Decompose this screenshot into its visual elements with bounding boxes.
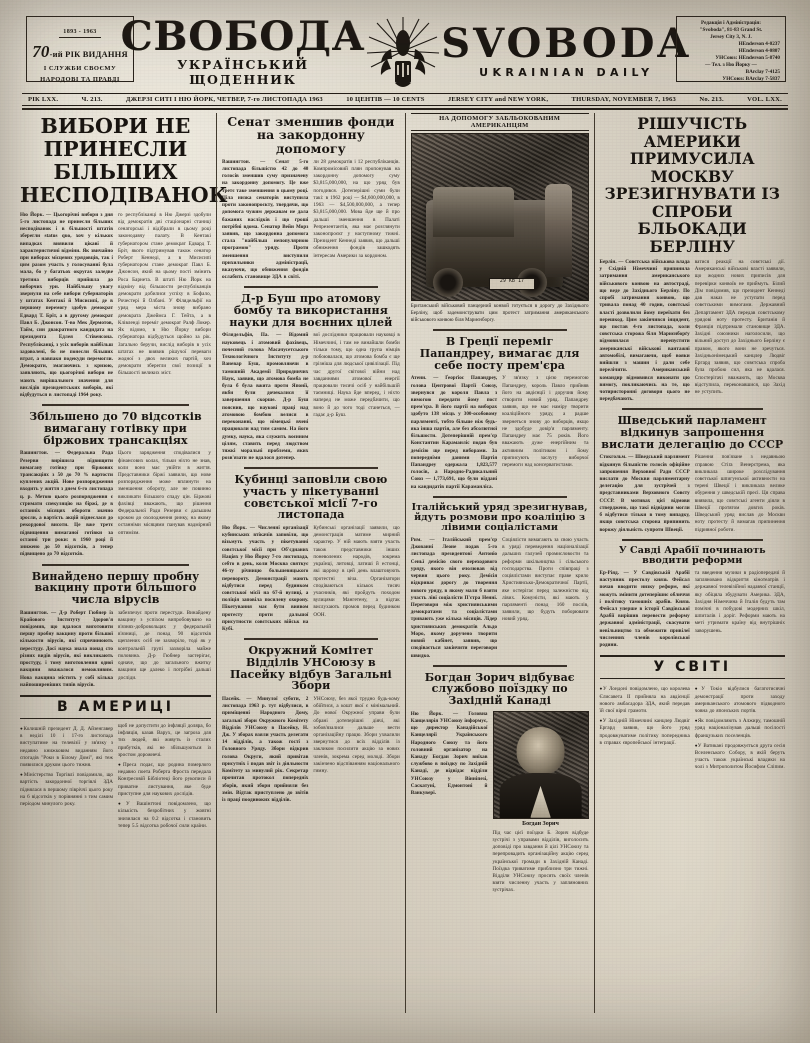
news-brief-item: ● Колишній президент Д. Д. Айзенгавер в неділі 10 і 17-го листопада виступатиме на телевізії у зв'язку з недавно книжковим виданням його спогадів "Роки в Білому Домі", які теж появилися друком цього тижня. bbox=[20, 726, 113, 769]
in-world-col-b bbox=[695, 683, 785, 771]
article-sweden-body bbox=[600, 454, 785, 533]
article-bush-body bbox=[222, 332, 400, 462]
dateline-price: 10 ЦЕНТІВ — 10 CENTS bbox=[346, 96, 425, 103]
newspaper-title-cyrillic: СВОБОДА bbox=[120, 12, 366, 60]
contact-line-2: "Svoboda", 81-83 Grand St. bbox=[699, 27, 763, 34]
photo-truck-wheel bbox=[433, 268, 463, 296]
divider-4 bbox=[244, 467, 378, 469]
divider-8 bbox=[433, 665, 567, 667]
article-berlin-text-b: ватися реакції на совєтські дії. Американські військові власті заявили, що жодних нових приписів для перевірки конвоїв не приймуть. Білий Дім повідомив, що президент Кеннеді дав наказ не уступати перед совєтськими вимогами. Державний Департамент ЗДА передав совєтському урядові ноту протесту. Британія й Франція підтримали становище ЗДА. Західні союзники наголосили, що вільний доступ до Західнього Берліну є правом, якого вони не зречуться. Західньонімецький канцлер Людвіґ Ергард заявив, що совєтська спроба була пробою сил, яка не вдалася. Спостерігачі вважають, що Москва відступила, переконавшися, що Захід не уступить. bbox=[694, 259, 785, 395]
section-in-world-body bbox=[600, 683, 785, 771]
dateline-volume-en: VOL. LXX. bbox=[747, 96, 782, 103]
anniversary-line3: НАРОДОВІ ТА ПРАВДІ bbox=[40, 75, 120, 83]
headline-swedish-parliament[interactable]: Шведський парламент відкинув запрошення вислати делегацію до СССР bbox=[601, 414, 784, 451]
anniversary-line1 bbox=[32, 42, 128, 62]
masthead-latin bbox=[441, 20, 692, 79]
article-saudi-text-b: та введення музики в радіопередачі й запляновано відкриття кінотеатрів і державної телевізійної надавчої станції, яку обіцяла збудувати Америка. ЗДА, Західня Німеччина й Італія будуть там помічні в побудові модерних шкіл, шпиталів і доріг. Реформи мають на меті утримати країну від внутрішніх заворушень. bbox=[694, 569, 785, 634]
article-greece-text-b: У зв'язку з цією перемогою Папандреу, король Павло прийняв його на авдієнції і доручив йому створити новий уряд. Папандреу заявив, що не має наміру творити коаліційного уряду, а радше звернеться знову до виборців, якщо не здобуде довір'я парляменту. Папандреу має 75 років. Його вважають дуже енергійним та активним політиком і йому приписують заслугу виборчої перемоги над консерватистами. bbox=[502, 375, 589, 468]
article-unsoyuz-text-b: УНСоюзу, без якої трудно будь-кому обійтися, а кошт якої є мінімальний. До нової Окружної управи були обрані дотеперішні діячі, які зобов'язалися дальше вести організаційну працю. Збори ухвалили звернутися до всіх відділів із закликом посилити акцію за нових членів, зокрема серед молоді. Збори закінчено відспіванням національного гимну. bbox=[313, 695, 400, 775]
dateline-place-ua: ДЖЕРЗІ СИТІ І НЮ ЙОРК, ЧЕТВЕР, 7-го ЛИСТОПАДА 1963 bbox=[125, 96, 323, 103]
article-saudi-body bbox=[600, 570, 785, 649]
news-brief-item: ● У Токіо відбулися багатотисячні демонстрації проти заходу американського атомового підводного човна до японських портів. bbox=[695, 686, 785, 715]
dateline-issue-ua: Ч. 213. bbox=[81, 96, 103, 103]
contact-phone-5: УНСоюз: BArclay 7-5837 bbox=[722, 76, 780, 83]
article-cubans-text-a: Ню Йорк. — Численні організації кубинських втікачів заповіли, що візьмуть участь у пікетуванні совєтської місії при Об'єднаних Націях у Ню Йорку 7-го листопада, себто в день, коли Москва святкує 46-ту річницю большевицького перевороту. Демонстрації мають відбутися перед будинком совєтської місії на 67-й вулиці, а поліція заповіла посилену охорону. Пікетування має бути виявом протесту проти дальшої присутности совєтських військ на Кубі. bbox=[222, 525, 309, 633]
zorych-photo-col bbox=[493, 711, 589, 895]
article-elections-text-a: Ню Йорк. — Цьогорічні вибори з дня 5-го листопада не принесли більших несподіванок і в більшості штатів зберегли status quo, хоч у кількох випадках виявили цікаві й характеристичні відміни. Як звичайно при виборах місцевих урядовців, так і цим разом участь у голосуванні була мала, бо у багатьох округах заледве третина виборців прийшла до виборчих урн. Найбільшу увагу звернули на себе вибори ґубернаторів у штатах Кентакі й Мисисипі, де в першому перемогу здобув демократ Едвард Т. Бріт, а в другому демократ Павл Б. Джонсон. Т-во Мек Дермотов, Тайм, син двакратного кандидата на президента Едлея Стівенсона. Республіканці, з усіх виборів найбільш задоволені, бо не понесли більших втрат, а навпаки подекуди перемогли. Демократи, змагаючись з кризою, заявляють, що цьогорічні вибори не мають вирішального значення для вислідів президентських виборів, які відбудуться в листопаді 1964 року. bbox=[20, 211, 113, 399]
in-america-col-a bbox=[20, 723, 113, 830]
contact-phone-1: HEnderson 4-0237 bbox=[738, 41, 780, 48]
article-senate-body bbox=[222, 159, 400, 282]
article-elections-body bbox=[20, 212, 211, 400]
article-margin-text-a: Вашингтон. — Федеральна Рада Резерви вирішила підвищити вимагану готівку при біржових трансакціях з 50 до 70 % вартости куплених акцій. Нове розпорядження входить у життя з днем 6-го листопада ц. р. Метою цього розпорядження є стримати спекуляцію на біржі, де в останніх місяцях обороти значно зросли, а вартість акцій піднеслася до рекордової висоти. Це вже третє підвищення вимаганої готівки за останні три роки: в 1960 році її знижено до 50 відсотків, а тепер підвищено до 70 відсотків. bbox=[20, 450, 113, 558]
photo-truck-cab bbox=[433, 187, 514, 237]
article-italy-text-b: Соціялісти вимагають за свою участь в уряді переведення націоналізації дальших галузей промисловости та реформи шкільництва і сільського господарства. Проти співпраці з соціялістами виступає праве крило Християнсько-Демократичної Партії, яке остерігає перед залежністю від лівих. Комуністи, які мають у парляменті понад 160 послів, заявили, що будуть поборювати новий уряд. bbox=[502, 537, 589, 623]
contact-phone-3: УНСоюз: HEnderson 5-8740 bbox=[715, 55, 780, 62]
newspaper-title-latin: SVOBODA bbox=[441, 20, 692, 67]
news-brief-item: ● Преса подає, що родина померлого недавно поета Роберта Фроста передала Конґресовій Бібліотеці його рукописи й приватне листування, яке буде приступне для наукових дослідів. bbox=[118, 762, 211, 798]
newspaper-subtitle-latin: UKRAINIAN DAILY bbox=[479, 66, 654, 79]
section-in-america-body bbox=[20, 723, 211, 830]
contact-box bbox=[676, 16, 786, 82]
photo-license-plate: 29 KB 17 bbox=[489, 278, 535, 290]
headline-italy-government[interactable]: Італійський уряд зрезигнував, йдуть розмови про коаліцію з лівими соціалістами bbox=[411, 501, 588, 533]
headline-margin-requirement[interactable]: Збільшено до 70 відсотків вимагану готівку при біржових трансакціях bbox=[29, 410, 202, 447]
photo-portrait-zorych bbox=[493, 711, 589, 819]
zorych-text-col bbox=[411, 711, 488, 895]
masthead-cyrillic bbox=[120, 12, 366, 87]
article-cubans-text-b: Кубинські організації заявили, що демонстрація матиме мирний характер. У ній мають взяти участь також представники інших поневолених народів, зокрема українці, литовці, латиші й естонці, які щороку в цей день влаштовують протестні віча. Організатори сподіваються кількох тисяч учасників, які пройдуть походом вулицями Мангетену, а відтак вислухають промов перед будинком ООН. bbox=[313, 525, 400, 618]
dateline-place-en: JERSEY CITY and NEW YORK, bbox=[447, 96, 549, 103]
in-world-col-a bbox=[600, 683, 690, 771]
contact-phone-4: BArclay 7-4125 bbox=[745, 69, 780, 76]
article-greece-text-a: Атени. — Ґеорґіос Папандреу, голова Центрової Партії Союзу, звернувся до короля Павла з вимогою передати йому пост прем'єра. В його партії на виборах здобуто 138 місць у 300-особовому парляменті, тобто більше ніж будь-яка інша партія, але без абсолютної більшости. Дотеперішній прем'єр Константин Караманліс подав був демісію ще перед виборами. За попередніми даними Партія Папандреу одержала 1,823,577 голосів, а Народно-Радикальний Союз — 1,773,691, що були віддані на кандидатів партії Караманліса. bbox=[410, 375, 498, 490]
article-sweden-text-a: Стокгольм. — Шведський парлямент відкинув більшістю голосів офіційне запрошення Верховної Ради СССР вислати до Москви парляментарну делегацію для зустрічей з представниками Верховного Совєту СССР. В мотивах цієї відмови стверджено, що такі відвідини могли б відбутися тільки в тому випадку, якщо совєтська сторона припинить ворожу діяльність супроти Швеції. bbox=[599, 454, 690, 533]
article-berlin-body bbox=[600, 259, 785, 403]
anniversary-suffix: -ий bbox=[49, 49, 63, 60]
article-sweden-text-b: Рішення пов'язане з недавньою справою Стіґа Венерстрема, яка викликала широке розслідування совєтської шпигунської активности на терені Швеції і викликала велике обурення у шведській пресі. Ця справа виявила, що совєтські агенти діяли в Швеції протягом довгих років. Шведський уряд вислав до Москви ноту протесту й вимагав припинення підривної роботи. bbox=[694, 454, 785, 533]
in-america-col-b bbox=[118, 723, 211, 830]
anniversary-number: 70 bbox=[32, 42, 50, 62]
headline-saudi-reforms[interactable]: У Савді Арабії починають вводити реформи bbox=[618, 544, 766, 566]
section-header-in-world: У СВІТІ bbox=[600, 655, 785, 679]
article-grid bbox=[10, 113, 800, 1013]
article-senate-text-b: ли 28 демократів і 12 республіканців. Компромісовий плян пропонував на закордонну допомогу суму $3,815,000,000, на що уряд був погодився. Дотеперішні суми були такі: в 1962 році — $4,600,000,000, в 1963 — $4,500,000,000, а тепер $3,815,000,000. Мова йде ще й про дальші зменшення в Палаті Репрезентантів, яка має розглянути законопроєкт у наступному тижні. Президент Кеннеді заявив, що дальші обниження фондів зашкодять інтересам Америки за кордоном. bbox=[313, 158, 400, 259]
column-4 bbox=[594, 113, 790, 1013]
contact-line-3: Jersey City 3, N. J. bbox=[710, 34, 752, 41]
column-1 bbox=[20, 113, 228, 1013]
news-brief-item: ● У Західній Німеччині канцлер Людвіґ Ергард заявив, що його уряд продовжуватиме політику попередника в справах європейської інтеґрації. bbox=[600, 718, 690, 747]
article-greece-body bbox=[411, 375, 589, 491]
masthead-bottom-rule bbox=[22, 108, 788, 110]
article-italy-text-a: Рим. — Італійський прем'єр Джованні Леоне подав 5-го листопада президентові Антоніо Сеньї демісію свого переходового уряду, якого він очолював від червня цього року. Демісія відкриває дорогу до творення нового уряду, в якому мали б взяти участь ліві соціалісти П'єтра Ненні. Переговори між християнськими демократами та соціалістами тривають уже кілька місяців. Лідер християнських демократів Альдо Моро, якому доручено творити новий кабінет, заявив, що сподівається закінчити переговори швидко. bbox=[410, 537, 498, 659]
divider-7 bbox=[433, 496, 567, 498]
news-brief-item: ● У Вашінґтоні повідомлено, що кількість безробітних у жовтні знизилася на 0.2 відсотка і становить тепер 5.5 відсотка робочої сили країни. bbox=[118, 801, 211, 830]
headline-zorych-canada-trip[interactable]: Богдан Зорич відбуває службово поїздку по Західній Канаді bbox=[424, 670, 575, 708]
article-bush-text-a: Філядельфія, Па. — Відомий науковець і атомовий фахівець, почесний голова Масачусетського Технологічного Інституту д-р Ваневар Буш, промовляючи в тамошній Академії Природничих Наук, заявив, що атомова бомба не була б була вжита проти Японії, якби були дочекалися її завершення скорше. Д-р Буш пояснив, що наукові праці над атомовою бомбою велися в переконанні, що німецькі вчені працювали над тим самим. На його думку, наука, яка служить воєнним цілям, ставить перед людством тяжкі моральні проблеми, яких розв'язати не вдалося дотепер. bbox=[222, 332, 309, 462]
photo-soldier-figure bbox=[545, 184, 571, 277]
news-brief-item: ● Як повідомляють з Алжиру, тамошній уряд націоналізував дальші посілості французьких поселенців. bbox=[695, 718, 785, 740]
anniversary-line1-rest: РІК ВИДАННЯ bbox=[65, 49, 128, 60]
news-brief-item: ● У Лондоні повідомлено, що королева Єлисавета II прийняла на авдієнції нового амбасадора ЗДА, який передав їй свої вірчі грамоти. bbox=[600, 686, 690, 715]
news-brief-item: ● Міністерство Торгівлі повідомило, що вартість закордонної торгівлі ЗДА піднялася в першому півріччі цього року на 6 відсотків у порівнянні з тим самим періодом минулого року. bbox=[20, 772, 113, 808]
newspaper-subtitle-cyrillic: УКРАЇНСЬКИЙ ЩОДЕННИК bbox=[177, 56, 309, 87]
article-vaccine-text-a: Вашингтон. — Д-р Роберт Гюбнер із Крайового Інституту Здоров'я повідомив, що вдалося виготовити першу пробну вакцину проти більшої кількости вірусів, які спричинюють перестуду. Досі наука знала понад сто різних видів вірусів, які викликають простуду, і тому виготовлення одної вакцини вважалося неможливим. Нова вакцина містить у собі кілька найпоширеніших типів вірусів. bbox=[20, 609, 113, 688]
headline-dr-bush-atomic[interactable]: Д-р Буш про атомову бомбу та використання науки для воєнних цілей bbox=[229, 292, 393, 329]
headline-elections[interactable]: ВИБОРИ НЕ ПРИНЕСЛИ БІЛЬШИХ НЕСПОДІВАНОК bbox=[20, 114, 228, 208]
article-vaccine-text-b: забезпечує проти перестуди. Винайдену вакцину з успіхом випробовувано на в'язнях-добровольцях у федеральній в'язниці, де понад 90 відсотків щеплених осіб не захворіло, тоді як у контрольній групі захворіла майже половина. Д-р Гюбнер застерігає, одначе, що до загального вжитку вакцини ще далеко і потрібні дальші досліди. bbox=[118, 609, 211, 681]
headline-cubans-picket[interactable]: Кубинці заповіли свою участь у пікетуванні совєтської місії 7-го листопада bbox=[234, 473, 388, 522]
column-2 bbox=[216, 113, 405, 1013]
article-vaccine-body bbox=[20, 610, 211, 689]
article-zorych-text-b: Під час цієї поїздки Б. Зорич відбуде зустрічі з управами відділів, виголосить доповіді про завдання й цілі УНСоюзу та перепровадить організаційну акцію серед української громади в Західній Канаді. Поїздка триватиме приблизно три тижні. Відділи УНСоюзу просять своїх членів взяти численну участь у запляновних зустрічах. bbox=[492, 829, 589, 894]
divider-3 bbox=[244, 286, 378, 288]
contact-phone-2: HEnderson 4-0807 bbox=[738, 48, 780, 55]
contact-line-1: Редакція і Адміністрація: bbox=[701, 20, 761, 26]
headline-vaccine[interactable]: Винайдено першу пробну вакцину проти більшого числа вірусів bbox=[31, 569, 200, 606]
dateline-date-en: THURSDAY, NOVEMBER 7, 1963 bbox=[571, 96, 677, 103]
anniversary-line2: І СЛУЖБИ СВОЄМУ bbox=[43, 65, 117, 73]
article-senate-text-a: Вашингтон. — Сенат 5-го листопада більшістю 42 до 40 голосів зменшив суму призначену на закордонну допомогу. Це вже третє таке зменшення в цьому році. Ціла низка сенаторів виступила проти законопроєкту, твердячи, що допомога чужим державам не дала бажаних наслідків і що гроші потрібні вдома. Сенатор Вейн Морз заявив, що закордонна допомога стала "найбільш непопулярною програмою" уряду. Проти зменшення виступили прихильники адміністрації, вказуючи, що обниження фондів ослабить становище ЗДА в світі. bbox=[222, 158, 309, 281]
article-zorych-text-a: Ню Йорк. — Головна Канцелярія УНСоюзу інформує, що директор Канадійської Канцелярії Українського Народного Союзу та його головний організатор на Канаду Богдан Зорич виїхав службово в поїздку по Західній Канаді, де відвідає відділи УНСоюзу у Вінніпезі, Саскатуні, Едмонтоні й Ванкувері. bbox=[410, 710, 488, 797]
divider-2 bbox=[42, 564, 189, 566]
masthead-center bbox=[120, 12, 692, 90]
photo-caption-text: Британський військовий панцерний конвой готується в дорогу до Західнього Берліну, щоб задемонструвати цим протест затримання американського військового конвою біля Мариєнборґу. bbox=[410, 303, 589, 324]
headline-greece-papandreou[interactable]: В Греції переміг Папандреу, вимагає для себе посту прем'єра bbox=[419, 335, 580, 372]
dateline-volume-ua: РІК LXX. bbox=[28, 96, 59, 103]
article-bush-text-b: вої дослідники працювали науковці в Німеччині, і там не винайшли бомби тільки тому, що одна група німців побоювалася, що атомова бомба є ще грізніша для людської цивілізації. Під час другої світової війни над завданнями атомової енергії працювали тисячі осіб у найбільшій таємниці. Наука йде вперед, і ніхто наперед не може передбачити, що воно й до чого тоді станеться, — гадає д-р Буш. bbox=[313, 332, 400, 418]
article-italy-body bbox=[411, 537, 589, 660]
news-brief-item: ● У Ватикані продовжується друга сесія Вселенського Собору, в якій беруть участь також українські владики на чолі з Митрополитом Йосифом Сліпим. bbox=[695, 743, 785, 772]
divider-5 bbox=[244, 638, 378, 640]
article-unsoyuz-body bbox=[222, 696, 400, 804]
section-header-in-america: В АМЕРИЦІ bbox=[20, 695, 211, 719]
news-brief-continuation: щоб не допустити до інфляції доляра, бо інфляція, казав Варух, це загроза для тих людей, які живуть із сталих прибутків, які не збільшуються із зростом дорожнечі. bbox=[118, 722, 211, 758]
dateline-bar bbox=[22, 93, 788, 106]
article-zorych-body bbox=[411, 711, 589, 895]
portrait-face bbox=[516, 727, 565, 776]
divider-9 bbox=[622, 408, 763, 410]
headline-senate-foreign-aid[interactable]: Сенат зменшив фонди на закордонну допомогу bbox=[227, 114, 395, 156]
article-berlin-text-a: Берлін. — Совєтська військова влада у Східній Німеччині припинила затримання американського військового конвою на автостраді, що веде до Західнього Берліну. По спробі затримання конвою, що тривала понад 40 годин, совєтські власті дозволили йому переїхати без перешкод. Цим закінчився інцидент, що постав 4-го листопада, коли совєтська сторожа біля Мариєнборґу відмовилася перепустити американські військові вантажні автомобілі, вимагаючи, щоб вояки вийшли з машин і дали себе перелічити. Американський командир відмовився виконати цю вимогу, покликаючись на те, що чотиристоронні договори цього не передбачають. bbox=[599, 259, 690, 403]
dateline-issue-en: No. 213. bbox=[699, 96, 724, 103]
contact-ny-label: — Тел. з Ню Йорку — bbox=[705, 62, 757, 69]
article-saudi-text-a: Ер-Ріяд. — У Савдівській Арабії наступник престолу князь Фейсал почав вводити низку реформ, які можуть змінити дотеперішнє обличчя і політику тамошніх арабів. Князь Фейсал уперше в історії Савдівської Арабії вирішив перевести реформу державної адміністрації, скасувати невільництво та обмежити привілеї численних членів королівської родини. bbox=[599, 569, 690, 649]
divider-10 bbox=[622, 539, 763, 541]
divider-1 bbox=[42, 404, 189, 406]
article-margin-body bbox=[20, 450, 211, 558]
article-elections-text-b: го республіканці в Ню Джерзі здобули від демократів дві стаціонарні станиці сенаторські і відібрали в цьому році законодавчу палату. В Кентакі ґубернатором стане демократ Едвард Т. Бріт, якого підтримував також сенатор Роберт Кеннеді, а в Мисисипі ґубернатором стане демократ Павл Б. Джонсон, який на цьому пості змінить Роса Барнета. В штаті Ню Йорк на відміну від більшости республіканців демократи добилися успіху в Бофало, Рочестері й Олбані. У Філядельфії на уряд мера міста знову вибрано демократа Джеймса Г. Тейта, а в Клівленді переміг демократ Ралф Локер. Як відомо, в Ню Йорку вибори ґубернатора відбудуться щойно за рік. Загально беручи, вислід виборів в усіх штатах не виявив рішучої переваги жодної з двох великих партій, хоч демократи зберегли свої позиції в більшості великих міст. bbox=[118, 211, 211, 377]
anniversary-box bbox=[26, 16, 134, 82]
anniversary-years: 1893 - 1963 bbox=[59, 29, 100, 38]
article-cubans-body bbox=[222, 525, 400, 633]
article-margin-text-b: Цього зарядження сподівалися у фінансових колах, тільки ніхто не знав, коли воно має увійти в життя. Представники біржі заявили, що нове розпорядження може вплинути на зменшення обороту, але не повинно викликати більшого спаду цін. Біржові фахівці вважають, що рішення Федеральної Ради Резерви є дальшим кроком до охолодження ринку, на якому останніми місяцями панував надмірний оптимізм. bbox=[118, 450, 211, 536]
photo-military-convoy bbox=[411, 133, 589, 301]
column-3 bbox=[405, 113, 594, 1013]
divider-6 bbox=[433, 329, 567, 331]
headline-unsoyuz-passaic[interactable]: Окружний Комітет Відділів УНСоюзу в Пасейку відбув Загальні Збори bbox=[229, 644, 392, 693]
trident-emblem-icon bbox=[365, 15, 441, 89]
photo-caption-headline: НА ДОПОМОГУ ЗАБЛЬОКОВАНИМ АМЕРИКАНЦЯМ bbox=[411, 113, 589, 131]
masthead bbox=[10, 14, 800, 92]
headline-berlin-blockade[interactable]: РІШУЧІСТЬ АМЕРИКИ ПРИМУСИЛА МОСКВУ ЗРЕЗИГНУВАТИ ІЗ СПРОБИ БЛЬОКАДИ БЕРЛІНУ bbox=[604, 114, 781, 256]
portrait-caption-name: Богдан Зорич bbox=[522, 820, 559, 827]
article-unsoyuz-text-a: Пасейк. — Минулої суботи, 2 листопада 1963 р. тут відбулися, в приміщенні Народного Дому, загальні збори Окружного Комітету Відділів УНСоюзу в Пасейку, Н. Дж. У зборах взяли участь делегати 14 відділів, а також гості з Головного Уряду. Збори відкрив голова Округи, який привітав присутніх і подав звіт із діяльности Комітету за минулий рік. Секретар прочитав протокол попередніх зборів, який збори прийняли без змін. Відтак приступлено до звітів із праці поодиноких відділів. bbox=[222, 695, 309, 803]
